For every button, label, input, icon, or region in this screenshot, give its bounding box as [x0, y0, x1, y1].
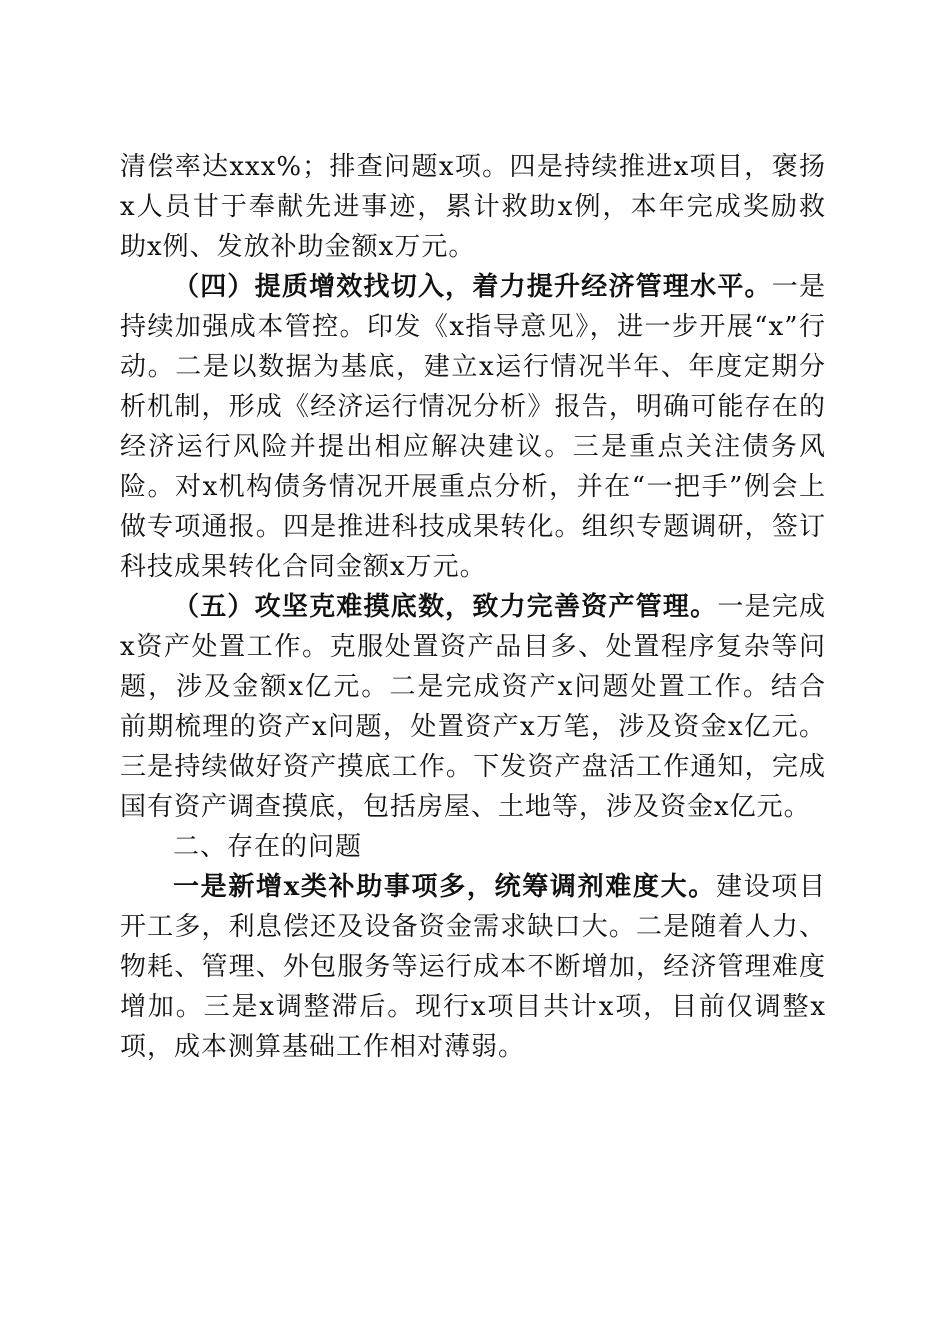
paragraph-text: 一是持续加强成本管控。印发《x指导意见》，进一步开展“x”行动。二是以数据为基底，建立x运行情况半年、年度定期分析机制，形成《经济运行情况分析》报告，明确可能存在的经济运行风险并提出相应解决建议。三是重点关注债务风险。对x机构债务情况开展重点分析，并在“一把手”例会上做专项通报。四是推进科技成果转化。组织专题调研，签订科技成果转化合同金额x万元。: [120, 272, 826, 582]
paragraph-text: 一是完成x资产处置工作。克服处置资产品目多、处置程序复杂等问题，涉及金额x亿元。二是完成资产x问题处置工作。结合前期梳理的资产x问题，处置资产x万笔，涉及资金x亿元。三是持续做好资产摸底工作。下发资产盘活工作通知，完成国有资产调查摸底，包括房屋、土地等，涉及资金x亿元。: [120, 592, 826, 822]
paragraph-problems: [120, 867, 826, 1067]
paragraph-section-four: [120, 267, 826, 587]
paragraph-lead: 一是新增x类补助事项多，统筹调剂难度大。: [173, 872, 716, 902]
section-heading: 二、存在的问题: [173, 832, 363, 862]
paragraph-text: 清偿率达xxx%；排查问题x项。四是持续推进x项目，褒扬x人员甘于奉献先进事迹，累计救助x例，本年完成奖励救助x例、发放补助金额x万元。: [120, 152, 826, 262]
paragraph-section-five: [120, 587, 826, 827]
paragraph-lead: （四）提质增效找切入，着力提升经济管理水平。: [173, 272, 772, 302]
document-body: [120, 147, 826, 1067]
paragraph-lead: （五）攻坚克难摸底数，致力完善资产管理。: [173, 592, 718, 622]
paragraph-continuation: [120, 147, 826, 267]
paragraph-text: 建设项目开工多，利息偿还及设备资金需求缺口大。二是随着人力、物耗、管理、外包服务等运行成本不断增加，经济管理难度增加。三是x调整滞后。现行x项目共计x项，目前仅调整x项，成本测算基础工作相对薄弱。: [120, 872, 826, 1062]
